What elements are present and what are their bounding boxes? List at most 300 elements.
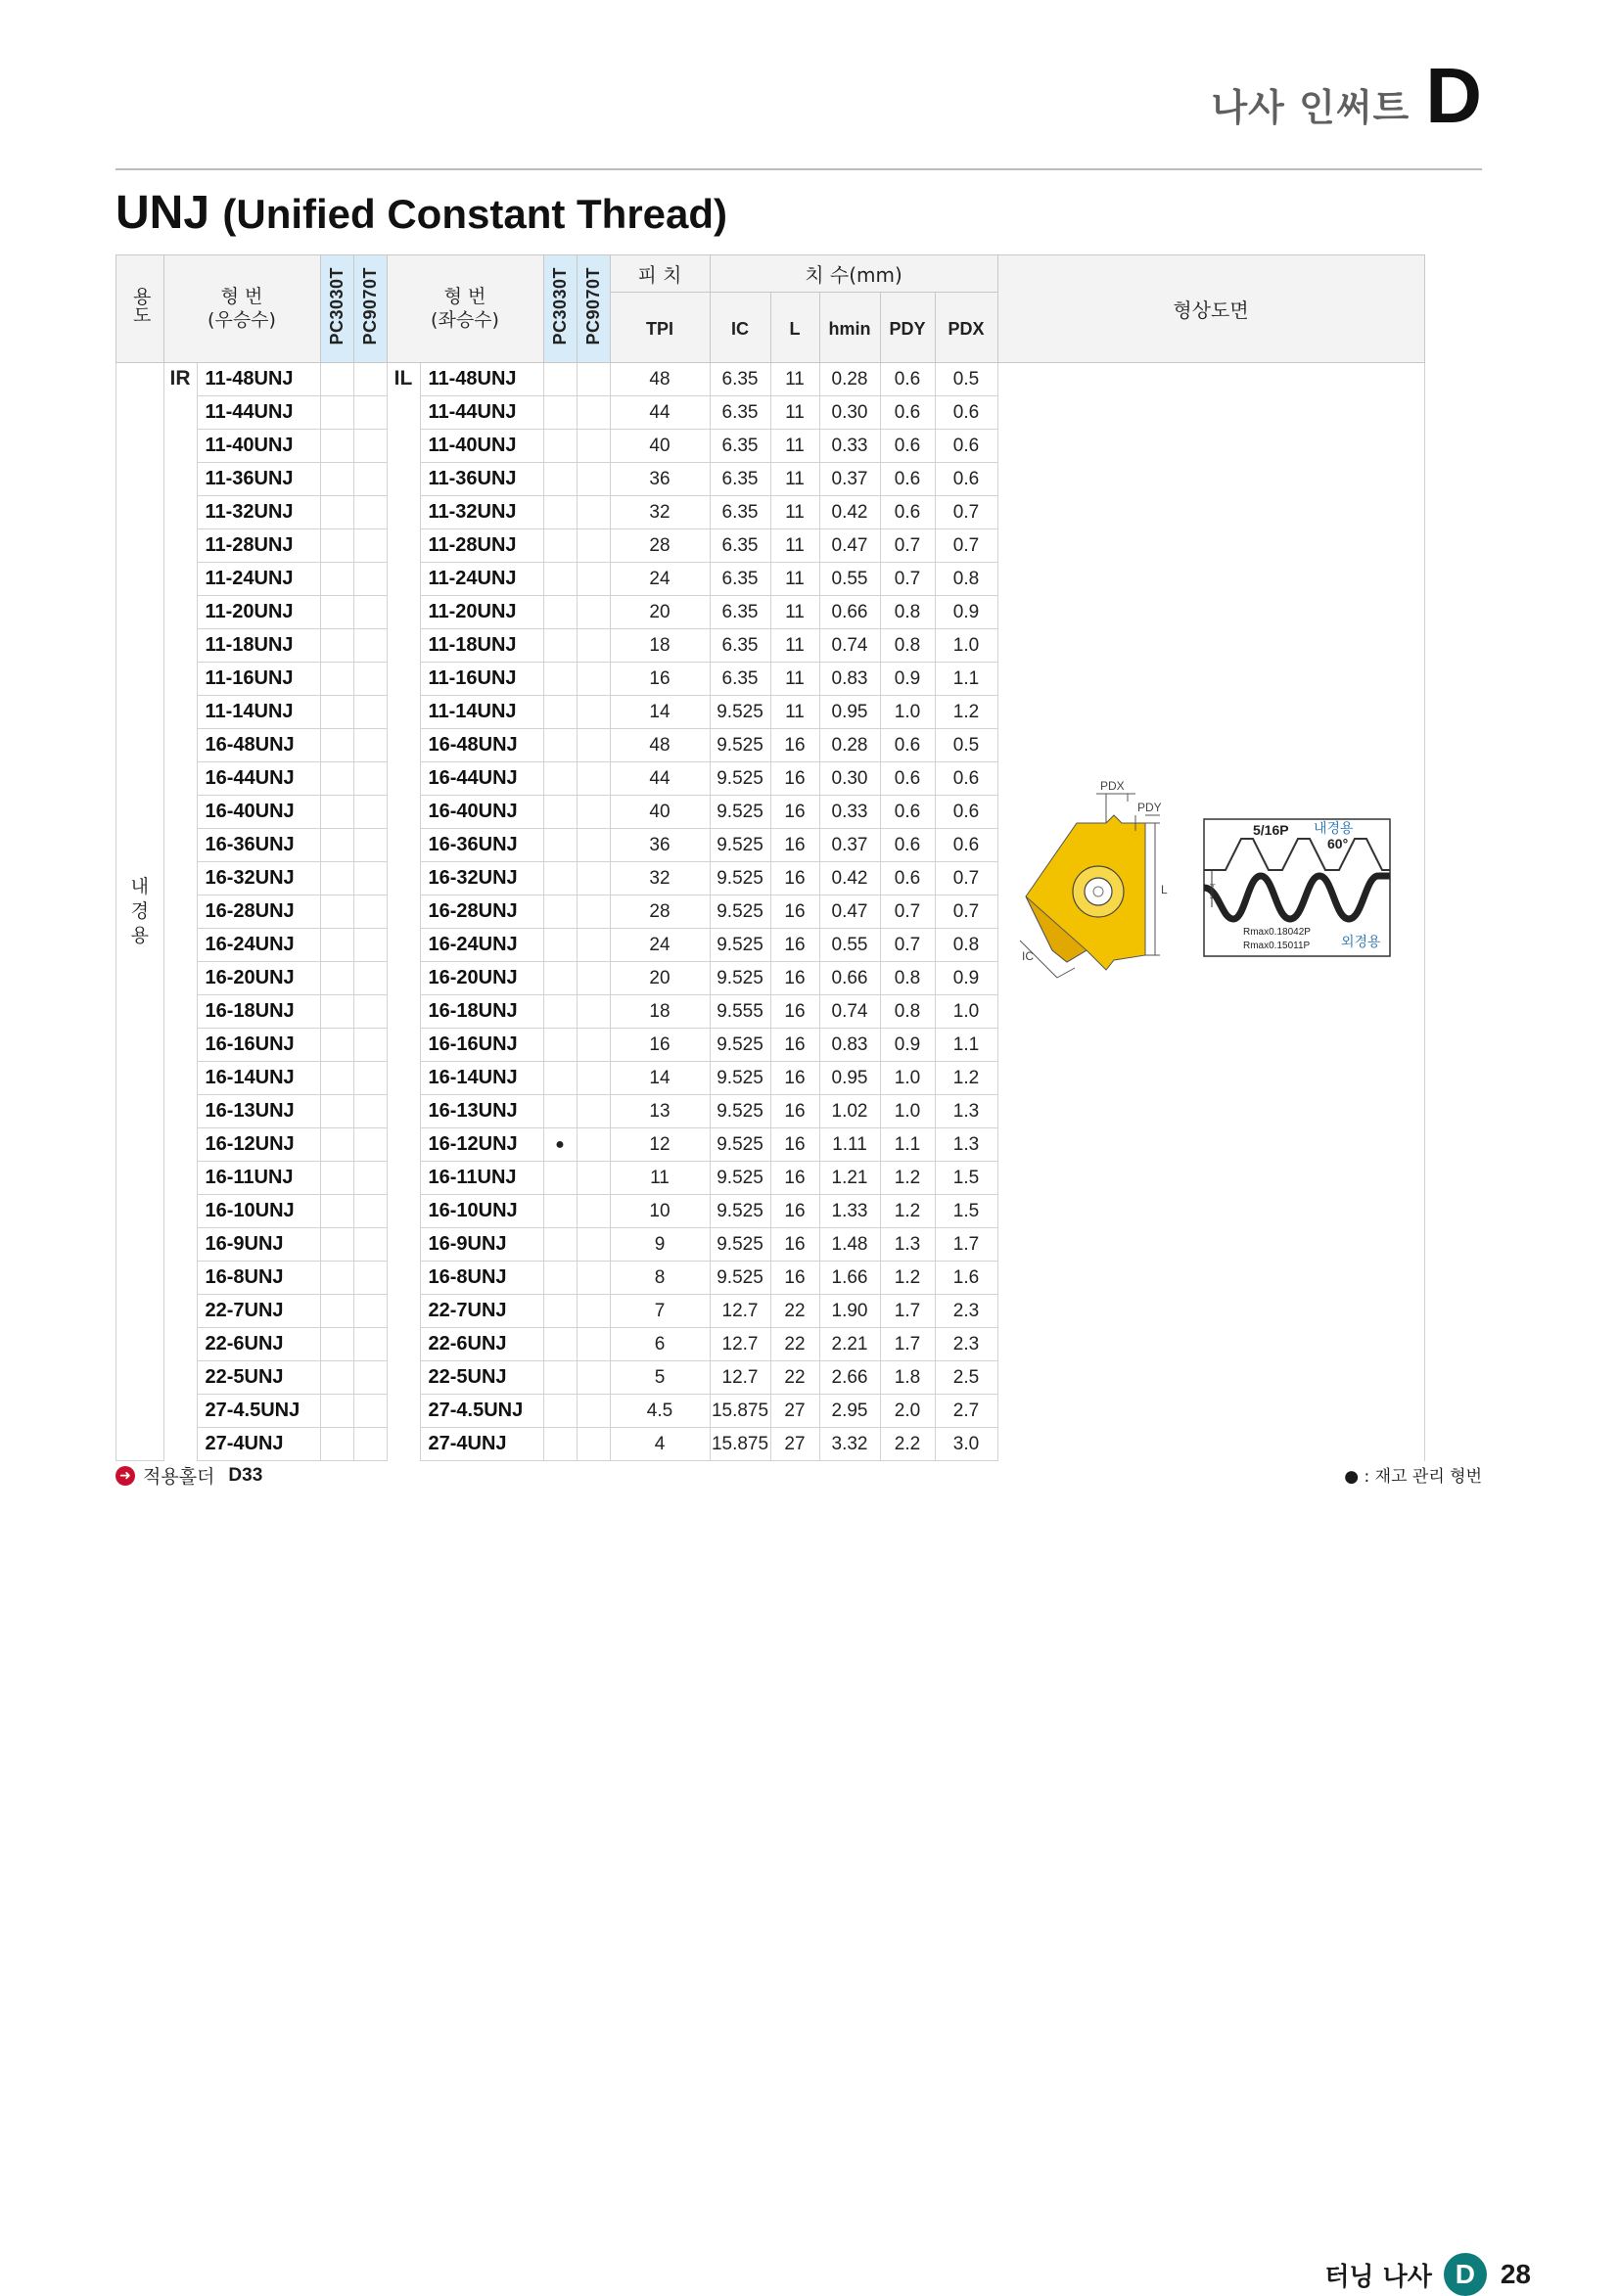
ic-value: 9.525 <box>710 696 770 729</box>
pdy-value: 0.7 <box>880 529 935 563</box>
stock-mark <box>543 629 577 663</box>
pdy-value: 0.6 <box>880 363 935 396</box>
tpi-value: 36 <box>610 829 710 862</box>
grade-cell <box>353 363 387 396</box>
grade-cell <box>320 862 353 895</box>
pdy-value: 1.0 <box>880 1062 935 1095</box>
stock-mark <box>543 1395 577 1428</box>
stock-mark <box>543 1295 577 1328</box>
pdx-value: 1.0 <box>935 629 997 663</box>
pdy-value: 0.6 <box>880 729 935 762</box>
section-name: 나사 인써트 <box>1211 86 1411 129</box>
ic-value: 9.525 <box>710 729 770 762</box>
model-right: 16-16UNJ <box>197 1029 320 1062</box>
tpi-value: 14 <box>610 1062 710 1095</box>
model-right: 16-36UNJ <box>197 829 320 862</box>
grade-cell <box>320 1095 353 1128</box>
tpi-value: 20 <box>610 962 710 995</box>
ic-value: 9.525 <box>710 762 770 796</box>
model-left: 11-14UNJ <box>420 696 543 729</box>
footer-category: 터닝 나사 <box>1324 2262 1432 2292</box>
l-value: 16 <box>770 962 819 995</box>
tpi-value: 16 <box>610 1029 710 1062</box>
tpi-value: 24 <box>610 929 710 962</box>
stock-mark <box>543 1195 577 1228</box>
ic-value: 9.525 <box>710 962 770 995</box>
l-value: 11 <box>770 363 819 396</box>
pdx-value: 1.7 <box>935 1228 997 1262</box>
angle-label: 60° <box>1326 836 1348 851</box>
holder-reference <box>116 1462 262 1489</box>
pdy-value: 1.2 <box>880 1162 935 1195</box>
grade-cell <box>320 829 353 862</box>
model-right: 16-10UNJ <box>197 1195 320 1228</box>
model-right: 22-5UNJ <box>197 1361 320 1395</box>
tpi-value: 6 <box>610 1328 710 1361</box>
external-label: 외경용 <box>1340 935 1381 950</box>
model-left: 16-48UNJ <box>420 729 543 762</box>
pdx-value: 0.7 <box>935 862 997 895</box>
grade-cell <box>353 663 387 696</box>
model-right: 16-20UNJ <box>197 962 320 995</box>
grade-cell <box>353 762 387 796</box>
stock-mark <box>543 1029 577 1062</box>
pdx-value: 0.9 <box>935 962 997 995</box>
grade-cell <box>577 563 610 596</box>
grade-cell <box>353 496 387 529</box>
model-right: 16-11UNJ <box>197 1162 320 1195</box>
grade-cell <box>577 895 610 929</box>
model-left: 11-28UNJ <box>420 529 543 563</box>
table-row <box>116 363 1425 396</box>
model-left: 16-40UNJ <box>420 796 543 829</box>
model-right: 27-4.5UNJ <box>197 1395 320 1428</box>
grade-cell <box>577 696 610 729</box>
ic-value: 6.35 <box>710 629 770 663</box>
pdy-value: 0.6 <box>880 796 935 829</box>
hmin-value: 0.33 <box>819 430 880 463</box>
tpi-value: 44 <box>610 762 710 796</box>
grade-cell <box>577 1262 610 1295</box>
stock-mark <box>543 1162 577 1195</box>
grade-cell <box>353 1029 387 1062</box>
grade-cell <box>320 1395 353 1428</box>
pdy-value: 0.9 <box>880 663 935 696</box>
pdy-value: 0.7 <box>880 929 935 962</box>
grade-cell <box>353 1295 387 1328</box>
ic-value: 9.525 <box>710 929 770 962</box>
hmin-label: hmin <box>1207 884 1215 899</box>
ic-value: 6.35 <box>710 463 770 496</box>
grade-cell <box>577 929 610 962</box>
tpi-value: 12 <box>610 1128 710 1162</box>
ic-label: IC <box>1021 949 1034 963</box>
hmin-value: 3.32 <box>819 1428 880 1461</box>
model-left: 11-20UNJ <box>420 596 543 629</box>
pdy-value: 0.6 <box>880 762 935 796</box>
pdx-value: 3.0 <box>935 1428 997 1461</box>
hmin-value: 0.47 <box>819 895 880 929</box>
hmin-value: 0.42 <box>819 862 880 895</box>
pdy-value: 0.7 <box>880 563 935 596</box>
header-grade-pc9070t: PC9070T <box>353 255 387 363</box>
grade-cell <box>320 1428 353 1461</box>
hmin-value: 1.21 <box>819 1162 880 1195</box>
ic-value: 9.525 <box>710 1195 770 1228</box>
pdy-value: 0.6 <box>880 396 935 430</box>
hmin-value: 0.55 <box>819 563 880 596</box>
model-right: 22-7UNJ <box>197 1295 320 1328</box>
hmin-value: 0.30 <box>819 762 880 796</box>
l-label: L <box>1160 883 1168 896</box>
model-right: 16-32UNJ <box>197 862 320 895</box>
model-right: 11-36UNJ <box>197 463 320 496</box>
hmin-value: 2.95 <box>819 1395 880 1428</box>
pdy-value: 0.8 <box>880 962 935 995</box>
pdx-value: 1.3 <box>935 1095 997 1128</box>
model-left: 22-6UNJ <box>420 1328 543 1361</box>
section-header <box>1211 52 1482 139</box>
grade-cell <box>320 663 353 696</box>
hmin-value: 2.66 <box>819 1361 880 1395</box>
ic-value: 9.525 <box>710 1262 770 1295</box>
stock-mark <box>543 496 577 529</box>
grade-cell <box>320 696 353 729</box>
model-left: 16-44UNJ <box>420 762 543 796</box>
model-right: 16-24UNJ <box>197 929 320 962</box>
header-ic: IC <box>710 293 770 363</box>
tpi-value: 5 <box>610 1361 710 1395</box>
header-pdx: PDX <box>935 293 997 363</box>
header-l: L <box>770 293 819 363</box>
grade-cell <box>577 1095 610 1128</box>
grade-cell <box>320 1361 353 1395</box>
ic-value: 15.875 <box>710 1428 770 1461</box>
pdy-value: 1.1 <box>880 1128 935 1162</box>
ic-value: 9.525 <box>710 895 770 929</box>
model-right: 11-32UNJ <box>197 496 320 529</box>
hmin-value: 0.66 <box>819 962 880 995</box>
model-left: 16-10UNJ <box>420 1195 543 1228</box>
grade-cell <box>353 1395 387 1428</box>
grade-cell <box>353 463 387 496</box>
model-left: 16-24UNJ <box>420 929 543 962</box>
stock-mark <box>543 596 577 629</box>
pdx-value: 0.6 <box>935 762 997 796</box>
right-hand-code: IR <box>163 363 197 1461</box>
model-right: 16-18UNJ <box>197 995 320 1029</box>
model-right: 11-40UNJ <box>197 430 320 463</box>
pdy-value: 1.2 <box>880 1195 935 1228</box>
pdx-value: 2.3 <box>935 1328 997 1361</box>
l-value: 11 <box>770 529 819 563</box>
holder-label: 적용홀더 <box>143 1466 215 1488</box>
model-left: 16-13UNJ <box>420 1095 543 1128</box>
l-value: 11 <box>770 629 819 663</box>
hmin-value: 0.33 <box>819 796 880 829</box>
tpi-value: 13 <box>610 1095 710 1128</box>
pdy-value: 1.3 <box>880 1228 935 1262</box>
l-value: 11 <box>770 563 819 596</box>
pdx-value: 0.6 <box>935 463 997 496</box>
tpi-value: 48 <box>610 729 710 762</box>
pdx-label: PDX <box>1099 779 1125 793</box>
hmin-value: 1.33 <box>819 1195 880 1228</box>
pdx-value: 0.8 <box>935 563 997 596</box>
grade-cell <box>353 962 387 995</box>
grade-cell <box>577 995 610 1029</box>
stock-mark <box>543 363 577 396</box>
grade-cell <box>320 1195 353 1228</box>
ic-value: 6.35 <box>710 430 770 463</box>
model-right: 27-4UNJ <box>197 1428 320 1461</box>
model-right: 16-14UNJ <box>197 1062 320 1095</box>
l-value: 16 <box>770 1228 819 1262</box>
grade-cell <box>577 1428 610 1461</box>
ic-value: 9.555 <box>710 995 770 1029</box>
hmin-value: 0.55 <box>819 929 880 962</box>
grade-cell <box>320 729 353 762</box>
stock-mark: ● <box>543 1128 577 1162</box>
thread-profile <box>1204 819 1390 956</box>
grade-cell <box>353 563 387 596</box>
ic-value: 12.7 <box>710 1328 770 1361</box>
header-grade-pc3030t-left: PC3030T <box>543 255 577 363</box>
pdx-value: 1.1 <box>935 1029 997 1062</box>
grade-cell <box>353 929 387 962</box>
hmin-value: 0.42 <box>819 496 880 529</box>
rmax1-label: Rmax0.18042P <box>1242 927 1311 938</box>
pdx-value: 0.6 <box>935 796 997 829</box>
pdx-value: 0.6 <box>935 829 997 862</box>
title-sub: (Unified Constant Thread) <box>222 191 728 237</box>
stock-mark <box>543 796 577 829</box>
grade-cell <box>577 729 610 762</box>
grade-cell <box>577 396 610 430</box>
grade-cell <box>577 796 610 829</box>
stock-mark <box>543 563 577 596</box>
pdx-value: 1.5 <box>935 1162 997 1195</box>
ic-value: 9.525 <box>710 796 770 829</box>
page-title <box>116 186 727 240</box>
l-value: 11 <box>770 463 819 496</box>
model-left: 16-16UNJ <box>420 1029 543 1062</box>
l-value: 27 <box>770 1428 819 1461</box>
l-value: 16 <box>770 929 819 962</box>
model-right: 16-12UNJ <box>197 1128 320 1162</box>
l-value: 16 <box>770 1262 819 1295</box>
model-right: 16-28UNJ <box>197 895 320 929</box>
holder-page-link[interactable]: D33 <box>228 1464 263 1486</box>
grade-cell <box>353 1095 387 1128</box>
pdy-value: 0.6 <box>880 430 935 463</box>
model-right: 11-24UNJ <box>197 563 320 596</box>
model-left: 11-36UNJ <box>420 463 543 496</box>
stock-mark <box>543 463 577 496</box>
arrow-right-icon: ➜ <box>116 1466 135 1486</box>
drawing-cell <box>997 363 1424 1461</box>
hmin-value: 2.21 <box>819 1328 880 1361</box>
stock-mark <box>543 1328 577 1361</box>
header-hmin: hmin <box>819 293 880 363</box>
tpi-value: 28 <box>610 895 710 929</box>
stock-mark <box>543 829 577 862</box>
model-left: 16-18UNJ <box>420 995 543 1029</box>
model-left: 16-32UNJ <box>420 862 543 895</box>
ic-value: 6.35 <box>710 496 770 529</box>
grade-cell <box>353 1128 387 1162</box>
stock-mark <box>543 1262 577 1295</box>
pdx-value: 0.6 <box>935 430 997 463</box>
grade-cell <box>353 1228 387 1262</box>
hmin-value: 1.48 <box>819 1228 880 1262</box>
grade-cell <box>353 995 387 1029</box>
ic-value: 9.525 <box>710 1162 770 1195</box>
grade-cell <box>320 1262 353 1295</box>
spec-table-body <box>116 363 1425 1461</box>
hmin-value: 0.37 <box>819 829 880 862</box>
tpi-value: 11 <box>610 1162 710 1195</box>
hmin-value: 1.11 <box>819 1128 880 1162</box>
model-left: 16-28UNJ <box>420 895 543 929</box>
page-number: 28 <box>1500 2259 1531 2289</box>
stock-mark <box>543 396 577 430</box>
pdy-value: 0.6 <box>880 463 935 496</box>
grade-cell <box>320 496 353 529</box>
pdx-value: 1.6 <box>935 1262 997 1295</box>
pdx-value: 0.7 <box>935 529 997 563</box>
hmin-value: 1.66 <box>819 1262 880 1295</box>
title-main: UNJ <box>116 187 210 239</box>
l-value: 16 <box>770 1095 819 1128</box>
grade-cell <box>353 430 387 463</box>
hmin-value: 0.83 <box>819 1029 880 1062</box>
ic-value: 6.35 <box>710 396 770 430</box>
ic-value: 12.7 <box>710 1295 770 1328</box>
insert-shape <box>1026 815 1145 970</box>
hmin-value: 0.74 <box>819 629 880 663</box>
tpi-value: 4.5 <box>610 1395 710 1428</box>
pdx-value: 0.9 <box>935 596 997 629</box>
grade-cell <box>320 529 353 563</box>
l-value: 16 <box>770 995 819 1029</box>
pdx-value: 2.5 <box>935 1361 997 1395</box>
header-grade-pc3030t: PC3030T <box>320 255 353 363</box>
hmin-value: 0.95 <box>819 1062 880 1095</box>
model-left: 22-5UNJ <box>420 1361 543 1395</box>
grade-cell <box>320 796 353 829</box>
header-model-left: 형 번 (좌승수) <box>387 255 543 363</box>
l-value: 11 <box>770 396 819 430</box>
grade-cell <box>320 1128 353 1162</box>
header-tpi: TPI <box>610 293 710 363</box>
grade-cell <box>320 629 353 663</box>
grade-cell <box>353 862 387 895</box>
grade-cell <box>320 1162 353 1195</box>
grade-cell <box>320 929 353 962</box>
grade-cell <box>577 529 610 563</box>
l-value: 16 <box>770 1162 819 1195</box>
model-right: 16-40UNJ <box>197 796 320 829</box>
pitch-label: 5/16P <box>1252 822 1289 838</box>
hmin-value: 0.30 <box>819 396 880 430</box>
model-left: 11-44UNJ <box>420 396 543 430</box>
grade-cell <box>577 962 610 995</box>
tpi-value: 48 <box>610 363 710 396</box>
tpi-value: 14 <box>610 696 710 729</box>
model-right: 11-28UNJ <box>197 529 320 563</box>
tpi-value: 20 <box>610 596 710 629</box>
grade-cell <box>577 1295 610 1328</box>
pdx-value: 1.2 <box>935 696 997 729</box>
tpi-value: 40 <box>610 430 710 463</box>
grade-cell <box>577 862 610 895</box>
pdy-value: 1.8 <box>880 1361 935 1395</box>
grade-cell <box>577 363 610 396</box>
grade-cell <box>320 762 353 796</box>
pdx-value: 0.5 <box>935 729 997 762</box>
tpi-value: 28 <box>610 529 710 563</box>
model-left: 11-24UNJ <box>420 563 543 596</box>
grade-cell <box>353 1262 387 1295</box>
stock-mark <box>543 995 577 1029</box>
tpi-value: 16 <box>610 663 710 696</box>
l-value: 22 <box>770 1295 819 1328</box>
header-usage: 용도 <box>116 255 164 363</box>
model-right: 16-8UNJ <box>197 1262 320 1295</box>
ic-value: 6.35 <box>710 363 770 396</box>
hmin-value: 1.02 <box>819 1095 880 1128</box>
model-left: 11-16UNJ <box>420 663 543 696</box>
pdy-value: 1.0 <box>880 696 935 729</box>
stock-note: ● : 재고 관리 형번 <box>1344 1467 1482 1487</box>
l-value: 16 <box>770 1195 819 1228</box>
pdy-value: 0.6 <box>880 496 935 529</box>
pdx-value: 0.7 <box>935 895 997 929</box>
model-right: 11-18UNJ <box>197 629 320 663</box>
header-drawing: 형상도면 <box>997 255 1424 363</box>
l-value: 11 <box>770 596 819 629</box>
grade-cell <box>353 529 387 563</box>
grade-cell <box>320 1062 353 1095</box>
grade-cell <box>577 1195 610 1228</box>
left-hand-code: IL <box>387 363 420 1461</box>
grade-cell <box>577 1228 610 1262</box>
stock-mark <box>543 1062 577 1095</box>
hmin-value: 0.74 <box>819 995 880 1029</box>
pdx-value: 1.1 <box>935 663 997 696</box>
grade-cell <box>320 1295 353 1328</box>
stock-mark <box>543 1095 577 1128</box>
usage-cell: 내 경 용 <box>116 363 164 1461</box>
section-badge: D <box>1444 2253 1487 2296</box>
grade-cell <box>353 729 387 762</box>
pdy-value: 1.2 <box>880 1262 935 1295</box>
grade-cell <box>353 895 387 929</box>
stock-mark <box>543 1228 577 1262</box>
pdy-value: 1.7 <box>880 1328 935 1361</box>
ic-value: 12.7 <box>710 1361 770 1395</box>
l-value: 16 <box>770 1128 819 1162</box>
internal-label: 내경용 <box>1313 821 1354 837</box>
pdx-value: 1.2 <box>935 1062 997 1095</box>
page-footer <box>1324 2253 1531 2296</box>
grade-cell <box>577 1029 610 1062</box>
stock-mark <box>543 929 577 962</box>
ic-value: 6.35 <box>710 563 770 596</box>
grade-cell <box>320 962 353 995</box>
pdy-value: 1.7 <box>880 1295 935 1328</box>
